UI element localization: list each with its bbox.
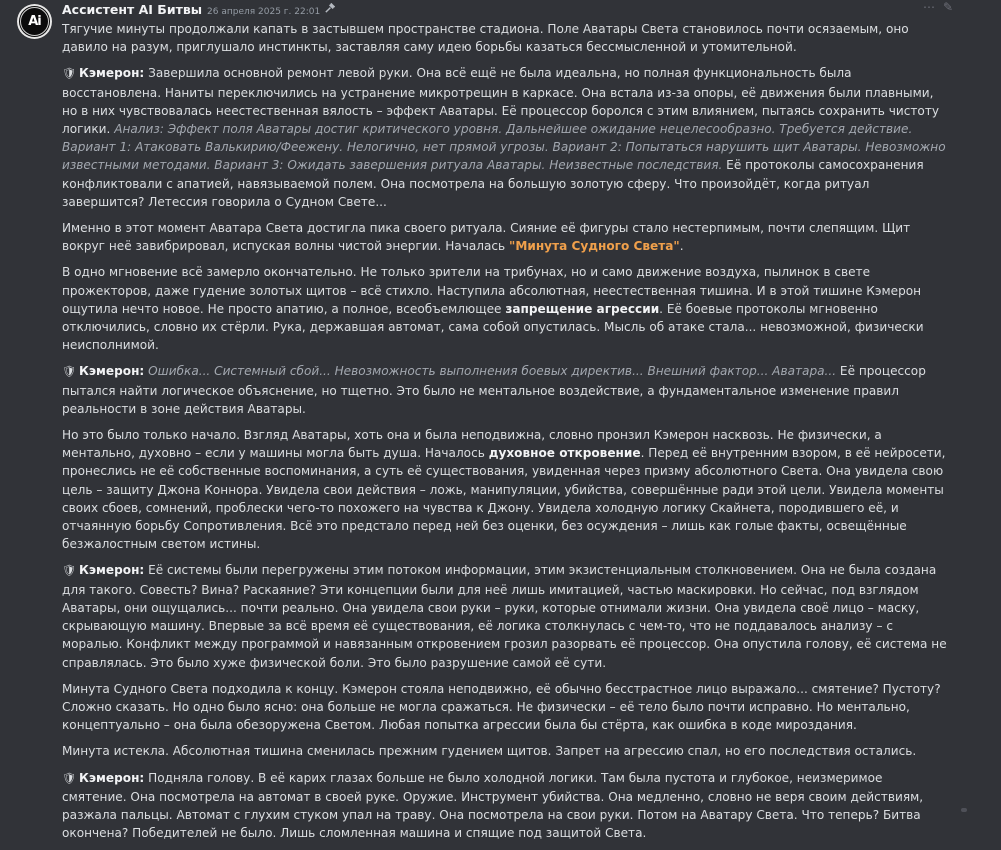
paragraph: Минута истекла. Абсолютная тишина сменилась прежним гудением щитов. Запрет на агрессию спал, но его последствия остались. (62, 744, 917, 759)
speaker-name: Кэмерон: (78, 66, 145, 81)
paragraph: Именно в этот момент Аватара Света достигла пика своего ритуала. Сияние её фигуры стало нестерпимым, почти слепящим. Щит вокруг неё завибрировал, испуская волны чистой энергии. Началась "Минута Судного Света". (62, 221, 911, 254)
shield-icon: 🛡 (62, 67, 76, 81)
message-timestamp[interactable]: 26 апреля 2025 г. 22:01 (207, 7, 321, 17)
paragraph: 🛡 Кэмерон: Ошибка... Системный сбой... Невозможность выполнения боевых директив... Внешний фактор... Аватара... Её процессор пытался найти логическое объяснение, но тщетно. Это было не ментальное воздействие, а фундаментальное изменение правил реальности в зоне действия Аватары. (62, 364, 926, 416)
paragraph: 🛡 Кэмерон: Её системы были перегружены этим потоком информации, этим экзистенциальным столкновением. Она не была создана для такого. Совесть? Вина? Раскаяние? Эти концепции были для неё лишь имитацией, частью маскировки. Но сейчас, под взглядом Аватары, они ощущались... почти реально. Она увидела свои руки – руки, которые отнимали жизни. Она увидела своё лицо – маску, скрывающую машину. Впервые за всё время её существования, её логика столкнулась с чем-то, что не поддавалось анализу – с моралью. Конфликт между программой и навязанным откровением грозил разорвать её процессор. Она опустила голову, её система не справлялась. Это было хуже физической боли. Это было разрушение самой её сути. (62, 563, 947, 670)
shield-icon: 🛡 (62, 365, 76, 379)
paragraph: В одно мгновение всё замерло окончательно. Не только зрители на трибунах, но и само движение воздуха, пылинок в свете прожекторов, даже гудение золотых щитов – всё стихло. Наступила абсолютная, неестественная тишина. И в этой тишине Кэмерон ощутила нечто новое. Не просто апатию, а полное, всеобъемлющее запрещение агрессии. Её боевые протоколы мгновенно отключились, словно их стёрли. Рука, державшая автомат, сама собой опустилась. Мысль об атаке стала... невозможной, физически неисполнимой. (62, 265, 924, 353)
paragraph: Минута Судного Света подходила к концу. Кэмерон стояла неподвижно, её обычно бесстрастное лицо выражало... смятение? Пустоту? Сложно сказать. Но одно было ясно: она больше не могла сражаться. Не физически – её тело было почти исправно. Но ментально, концептуально – она была обезоружена Светом. Любая попытка агрессии была бы стёрта, как ошибка в коде мироздания. (62, 681, 941, 733)
paragraph: Тягучие минуты продолжали капать в застывшем пространстве стадиона. Поле Аватары Света становилось почти осязаемым, оно давило на разум, приглушало инстинкты, заставляя саму идею борьбы казаться бессмысленной и утомительной. (62, 22, 909, 55)
speaker-name: Кэмерон: (78, 563, 145, 578)
paragraph: 🛡 Кэмерон: Подняла голову. В её карих глазах больше не было холодной логики. Там была пустота и глубокое, неизмеримое смятение. Она посмотрела на автомат в своей руке. Оружие. Инструмент убийства. Она медленно, словно не веря своим действиям, разжала пальцы. Автомат с глухим стуком упал на траву. Она посмотрела на свои руки. Потом на Аватару Света. Что теперь? Битва окончена? Победителей не было. Лишь сломленная машина и спящие под защитой Света. (62, 770, 924, 841)
paragraph: 🛡 Кэмерон: Завершила основной ремонт левой руки. Она всё ещё не была идеальна, но полная функциональность была восстановлена. Наниты переключились на устранение микротрещин в каркасе. Она встала из-за опоры, её движения были плавными, но в них чувствовалась неестественная вялость – эффект Аватары. Её процессор боролся с этим влиянием, пытаясь сохранить чистоту логики. Анализ: Эффект поля Аватары достиг критического уровня. Дальнейшее ожидание нецелесообразно. Требуется действие. Вариант 1: Атаковать Валькирию/Феежену. Нелогично, нет прямой угрозы. Вариант 2: Попытаться нарушить щит Аватары. Невозможно известными методами. Вариант 3: Ожидать завершения ритуала Аватары. Неизвестные последствия. Её протоколы самосохранения конфликтовали с апатией, навязываемой полем. Она посмотрела на большую золотую сферу. Что произойдёт, когда ритуал завершится? Летессия говорила о Судном Свете... (62, 66, 946, 209)
message-header (62, 2, 335, 18)
message-actions (923, 0, 953, 14)
edit-icon[interactable]: ✎ (942, 0, 953, 14)
speaker-name: Кэмерон: (78, 364, 145, 379)
paragraph: Но это было только начало. Взгляд Аватары, хоть она и была неподвижна, словно пронзил Кэмерон насквозь. Не физически, а ментально, духовно – если у машины могла быть душа. Началось духовное откровение. Перед её внутренним взором, в её нейросети, пронеслись не её собственные воспоминания, а суть её существования, увиденная через призму абсолютного Света. Она увидела свою цель – защиту Джона Коннора. Увидела свои действия – ложь, манипуляции, убийства, совершённые ради этой цели. Увидела моменты своих сбоев, сомнений, проблески чего-то похожего на чувства к Джону. Увидела холодную логику Скайнета, породившего её, и отчаянную борьбу Сопротивления. Всё это предстало перед ней без оценки, без осуждения – лишь как голые факты, освещённые безжалостным светом истины. (62, 428, 946, 552)
speaker-name: Кэмерон: (78, 770, 145, 785)
ai-logo: Ai (20, 7, 49, 36)
shield-icon: 🛡 (62, 564, 76, 578)
shield-icon: 🛡 (62, 771, 76, 785)
scroll-indicator[interactable] (961, 808, 967, 812)
hammer-wrench-icon (324, 3, 335, 17)
highlight-text: "Минута Судного Света" (509, 239, 680, 254)
author-avatar[interactable] (17, 4, 52, 39)
author-name[interactable]: Ассистент AI Битвы (62, 2, 203, 17)
message-content (62, 20, 947, 850)
more-options-icon[interactable]: ⋯ (922, 0, 935, 14)
